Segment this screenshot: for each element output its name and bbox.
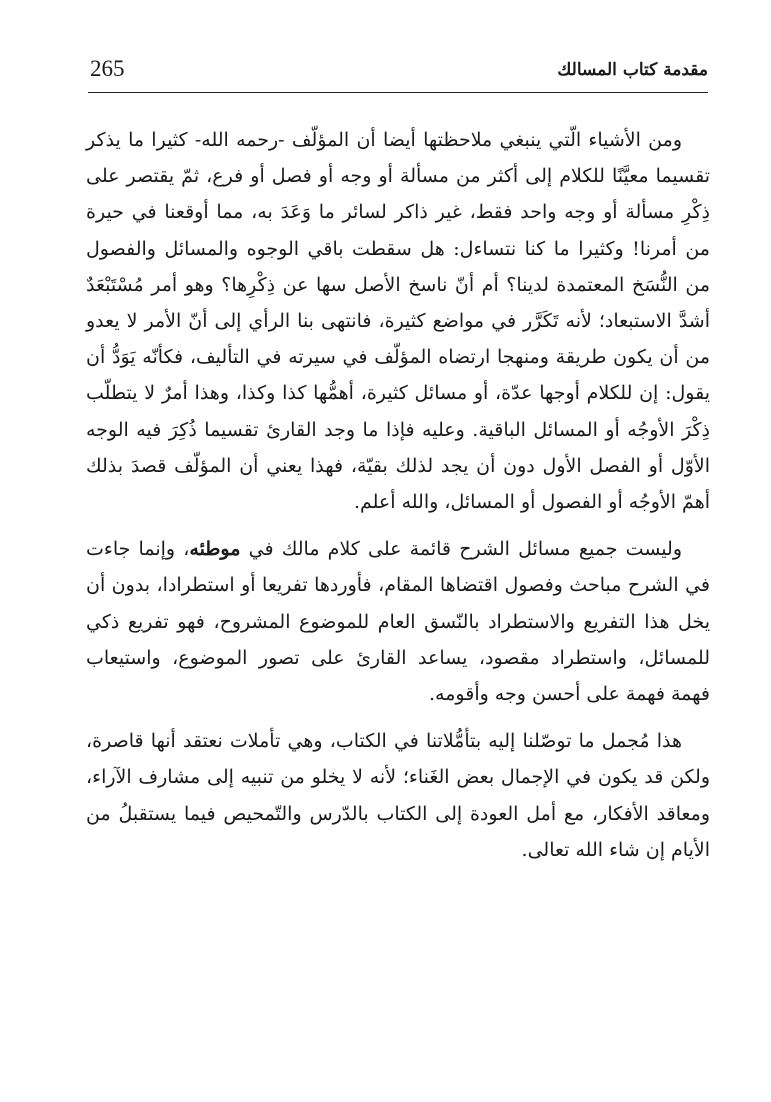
running-title: مقدمة كتاب المسالك [557, 60, 708, 80]
header-rule [88, 92, 708, 93]
paragraph-2-before: وليست جميع مسائل الشرح قائمة على كلام مالك في [240, 538, 682, 561]
paragraph-2 [86, 531, 710, 712]
book-title-muwatta: موطئه [189, 538, 241, 561]
paragraph-2-after: ، وإنما جاءت في الشرح مباحث وفصول اقتضاها المقام، فأوردها تفريعا أو استطرادا، بدون أن يخل هذا التفريع والاستطراد بالنّسق العام للموضوع المشروح، فهو تفريع ذكي للمسائل، واستطراد مقصود، يساعد القارئ على تصور الموضوع، واستيعاب فهمة فهمة على أحسن وجه وأقومه. [86, 538, 710, 706]
paragraph-1: ومن الأشياء الّتي ينبغي ملاحظتها أيضا أن المؤلّف -رحمه الله- كثيرا ما يذكر تقسيما معيَّنًا للكلام إلى أكثر من مسألة أو وجه أو فصل أو فرع، ثمّ يقتصر على ذِكْرِ مسألة أو وجه واحد فقط، غير ذاكر لسائر ما وَعَدَ به، مما أوقعنا في حيرة من أمرنا! وكثيرا ما كنا نتساءل: هل سقطت باقي الوجوه والمسائل والفصول من النُّسَخ المعتمدة لدينا؟ أم أنّ ناسخ الأصل سها عن ذِكْرِها؟ وهو أمر مُسْتَبْعَدٌ أشدَّ الاستبعاد؛ لأنه تَكَرَّر في مواضع كثيرة، فانتهى بنا الرأي إلى أنّ الأمر لا يعدو من أن يكون طريقة ومنهجا ارتضاه المؤلّف في سيرته في التأليف، فكأنّه يَوَدُّ أن يقول: إن للكلام أوجها عدّة، أو مسائل كثيرة، أهمُّها كذا وكذا، وهذا أمرٌ لا يتطلّب ذِكْرَ الأوجُه أو المسائل الباقية. وعليه فإذا ما وجد القارئ تقسيما ذُكِرَ فيه الوجه الأوّل أو الفصل الأول دون أن يجد لذلك بقيّة، فهذا يعني أن المؤلّف قصدَ بذلك أهمّ الأوجُه أو الفصول أو المسائل، والله أعلم. [86, 129, 710, 514]
page-header [88, 54, 708, 92]
page-number: 265 [90, 56, 125, 81]
paragraph-3: هذا مُجمل ما توصّلنا إليه بتأمُّلاتنا في الكتاب، وهي تأملات نعتقد أنها قاصرة، ولكن قد يكون في الإجمال بعض الغَناء؛ لأنه لا يخلو من تنبيه إلى مشارف الآراء، ومعاقد الأفكار، مع أمل العودة إلى الكتاب بالدّرس والتّمحيص فيما يستقبلُ من الأيام إن شاء الله تعالى. [86, 730, 711, 861]
body-text [86, 122, 710, 868]
